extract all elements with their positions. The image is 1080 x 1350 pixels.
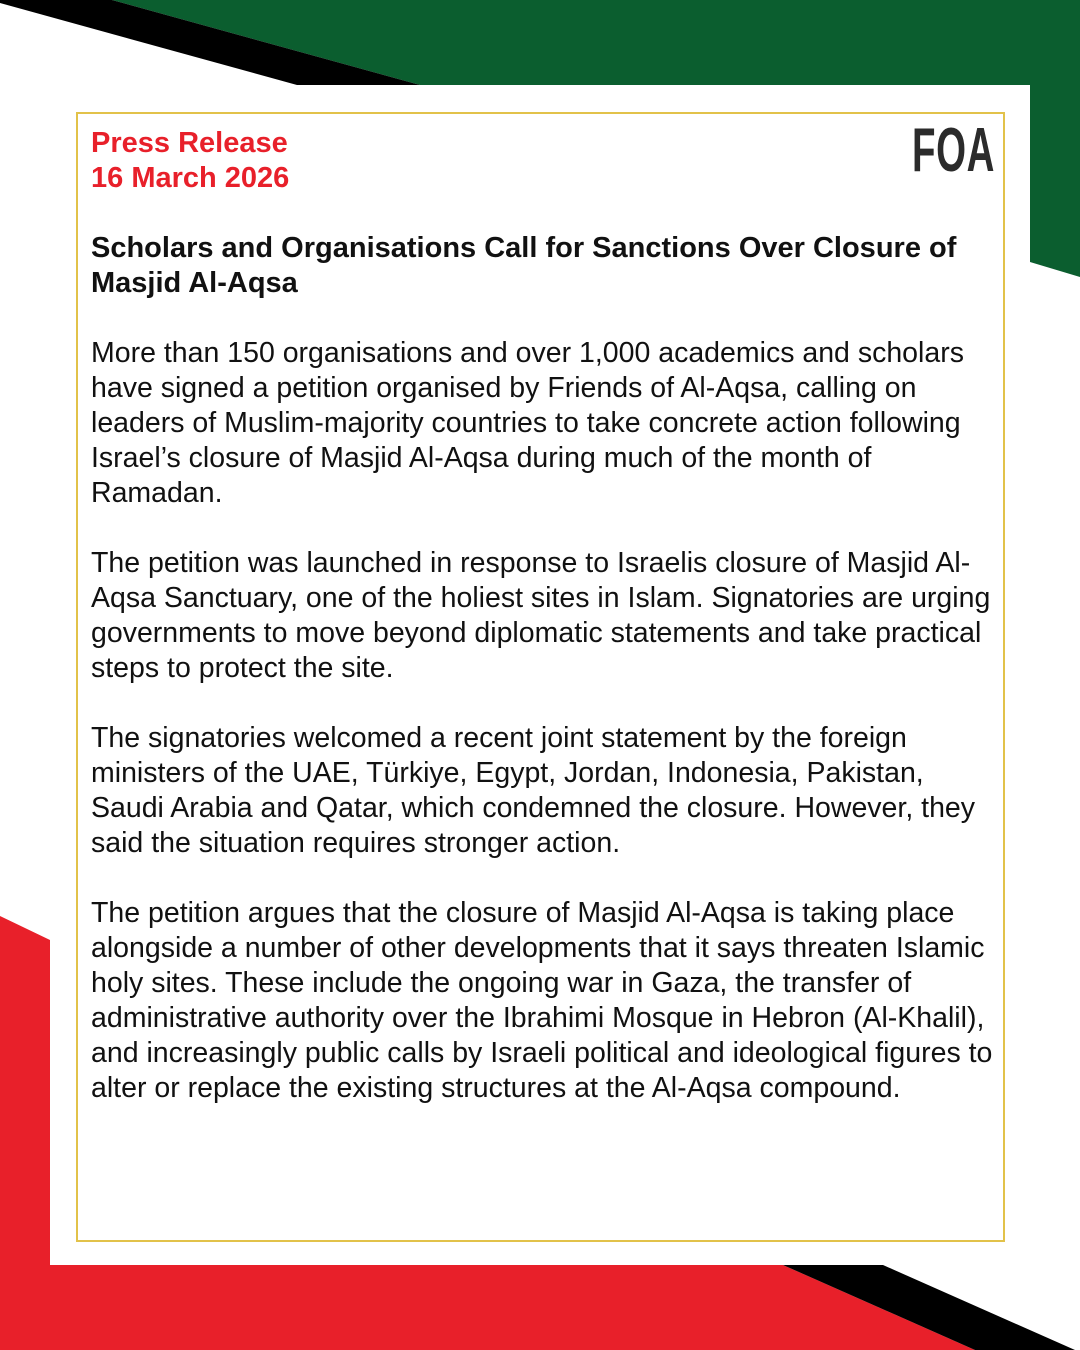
- paragraph: More than 150 organisations and over 1,000 academics and scholars have signed a petition organised by Friends of Al-Aqsa, calling on leaders of Muslim-majority countries to take concrete action following Israel’s closure of Masjid Al-Aqsa during much of the month of Ramadan.: [91, 337, 964, 509]
- paragraph: The signatories welcomed a recent joint statement by the foreign ministers of the UAE, Türkiye, Egypt, Jordan, Indonesia, Pakistan, Saudi Arabia and Qatar, which condemned the closure. However, they said the situation requires stronger action.: [91, 722, 976, 859]
- press-release-label: [91, 126, 289, 196]
- release-type: Press Release: [91, 127, 288, 159]
- paragraph: The petition was launched in response to Israelis closure of Masjid Al-Aqsa Sanctuary, one of the holiest sites in Islam. Signatories are urging governments to move beyond diplomatic statements and take practical steps to protect the site.: [91, 547, 991, 684]
- article-body: [91, 336, 996, 1141]
- paragraph: The petition argues that the closure of Masjid Al-Aqsa is taking place alongside a number of other developments that it says threaten Islamic holy sites. These include the ongoing war in Gaza, the transfer of administrative authority over the Ibrahimi Mosque in Hebron (Al-Khalil), and increasingly public calls by Israeli political and ideological figures to alter or replace the existing structures at the Al-Aqsa compound.: [91, 897, 993, 1104]
- headline: Scholars and Organisations Call for Sanctions Over Closure of Masjid Al-Aqsa: [91, 232, 957, 299]
- release-date: 16 March 2026: [91, 162, 290, 194]
- foa-logo: FOA: [912, 116, 996, 185]
